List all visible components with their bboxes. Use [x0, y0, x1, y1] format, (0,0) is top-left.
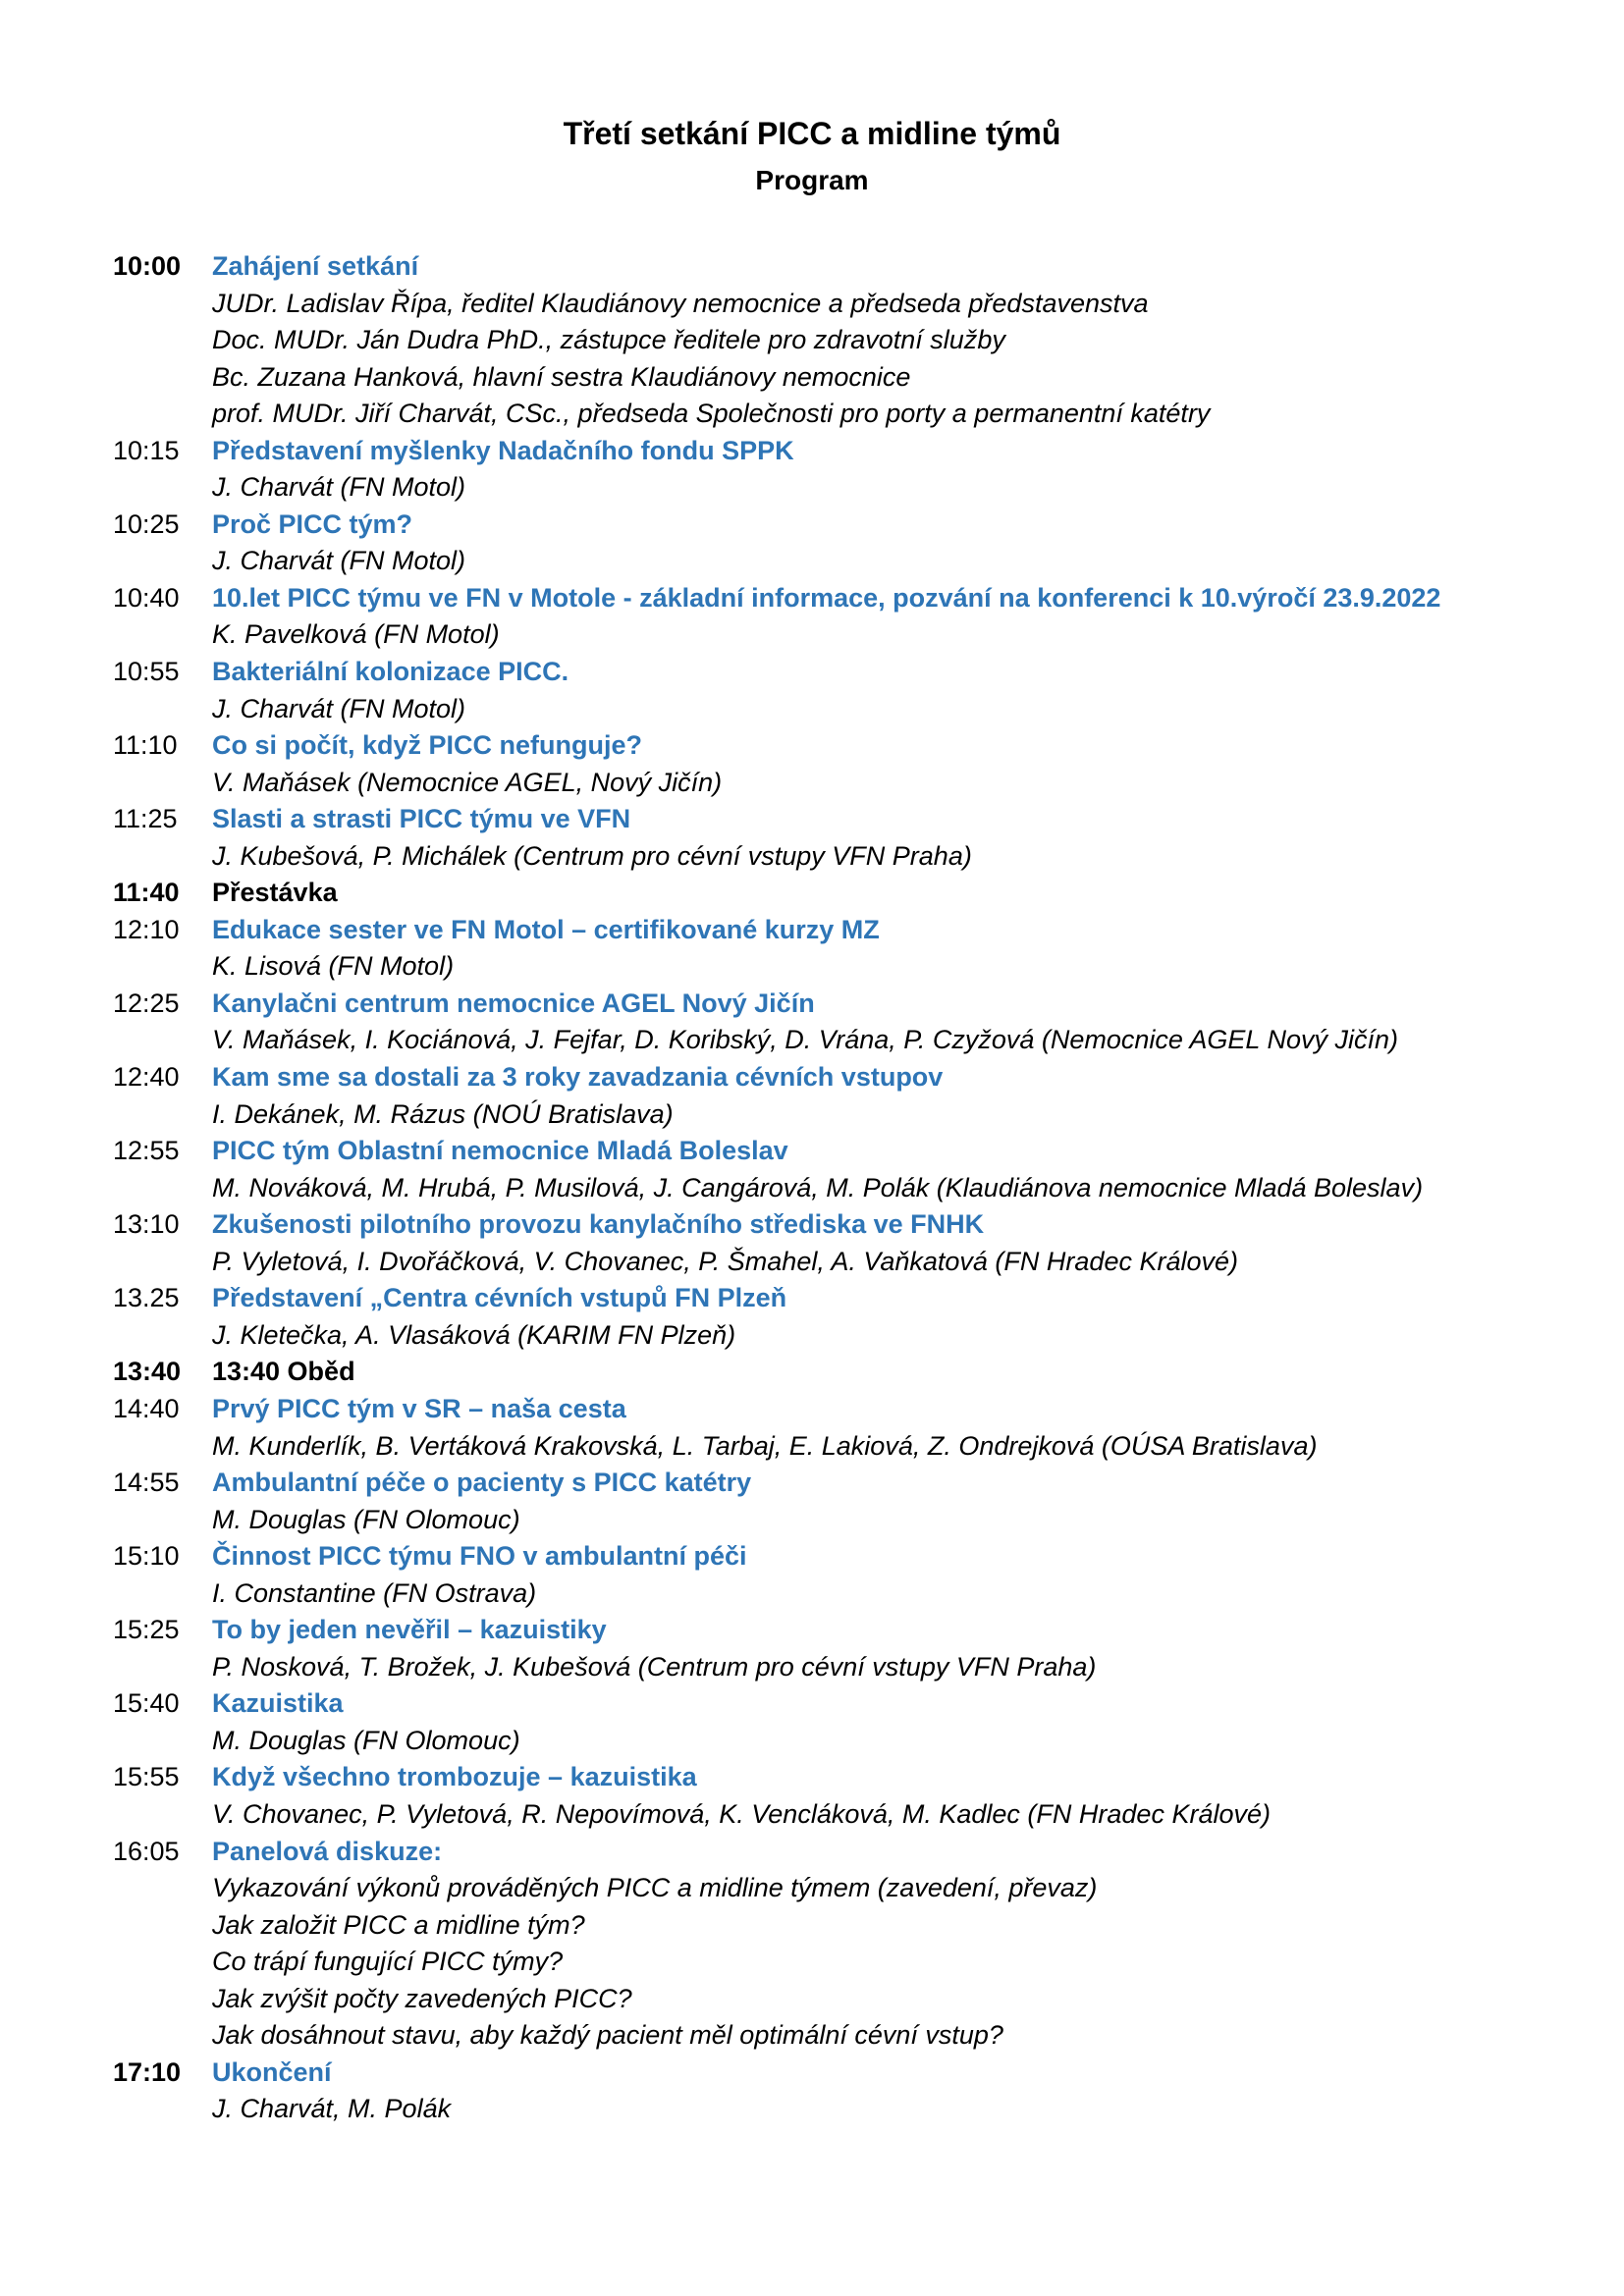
program-item-body [212, 1280, 1527, 1354]
program-item [113, 801, 1527, 875]
program-heading: To by jeden nevěřil – kazuistiky [212, 1615, 607, 1645]
program-item-body [212, 1685, 1527, 1759]
program-time: 11:10 [113, 730, 178, 761]
program-heading: Činnost PICC týmu FNO v ambulantní péči [212, 1541, 747, 1572]
program-item [113, 1391, 1527, 1465]
program-time: 17:10 [113, 2056, 182, 2087]
program-heading: Ukončení [212, 2056, 332, 2087]
program-item [113, 1133, 1527, 1206]
program-heading: 10.let PICC týmu ve FN v Motole - základní informace, pozvání na konferenci k 10.výročí 23.9.2022 [212, 582, 1441, 613]
program-speaker-line: Doc. MUDr. Ján Dudra PhD., zástupce ředitele pro zdravotní služby [212, 325, 1005, 355]
program-speaker-line: I. Dekánek, M. Rázus (NOÚ Bratislava) [212, 1098, 674, 1129]
program-item [113, 912, 1527, 986]
program-item [113, 1354, 1527, 1391]
program-speaker-line: prof. MUDr. Jiří Charvát, CSc., předseda Společnosti pro porty a permanentní katétry [212, 399, 1211, 429]
program-speaker-line: J. Charvát, M. Polák [212, 2094, 452, 2124]
program-time: 13:10 [113, 1209, 180, 1240]
program-heading: Ambulantní péče o pacienty s PICC katétry [212, 1468, 752, 1498]
program-time: 12:40 [113, 1062, 180, 1093]
program-item-body [212, 875, 1527, 912]
program-item-body [212, 1538, 1527, 1612]
program-time: 10:15 [113, 435, 180, 465]
program-time: 13:40 [113, 1357, 182, 1387]
program-speaker-line: M. Douglas (FN Olomouc) [212, 1504, 520, 1534]
program-item [113, 507, 1527, 580]
program-item-body [212, 1354, 1527, 1391]
program-item [113, 875, 1527, 912]
program-speaker-line: Vykazování výkonů prováděných PICC a midline týmem (zavedení, převaz) [212, 1873, 1098, 1903]
program-speaker-line: J. Charvát (FN Motol) [212, 472, 466, 503]
program-heading: Kanylačni centrum nemocnice AGEL Nový Jičín [212, 988, 815, 1018]
program-heading: Prvý PICC tým v SR – naša cesta [212, 1393, 626, 1423]
program-heading: Bakteriální kolonizace PICC. [212, 657, 569, 687]
program-time: 15:10 [113, 1541, 180, 1572]
program-item-body [212, 1759, 1527, 1833]
program-heading: Když všechno trombozuje – kazuistika [212, 1762, 697, 1792]
program-item [113, 1059, 1527, 1133]
program-time: 12:10 [113, 914, 180, 944]
program-item-body [212, 1465, 1527, 1538]
program-item [113, 654, 1527, 727]
program-time: 12:55 [113, 1136, 180, 1166]
program-item [113, 1612, 1527, 1685]
program-time: 10:55 [113, 657, 180, 687]
page-title: Třetí setkání PICC a midline týmů [563, 116, 1061, 151]
program-item-body [212, 801, 1527, 875]
program-speaker-line: P. Nosková, T. Brožek, J. Kubešová (Centrum pro cévní vstupy VFN Praha) [212, 1651, 1097, 1682]
program-time: 11:40 [113, 878, 180, 908]
program-item-body [212, 912, 1527, 986]
program-list [113, 248, 1527, 2128]
program-time: 14:55 [113, 1468, 180, 1498]
program-item-body [212, 1391, 1527, 1465]
program-speaker-line: V. Maňásek (Nemocnice AGEL, Nový Jičín) [212, 767, 723, 797]
program-speaker-line: JUDr. Ladislav Řípa, ředitel Klaudiánovy nemocnice a předseda představenstva [212, 288, 1149, 318]
program-speaker-line: V. Maňásek, I. Kociánová, J. Fejfar, D. Koribský, D. Vrána, P. Czyžová (Nemocnice AGEL Nový Jičín) [212, 1025, 1398, 1055]
page-subtitle: Program [755, 165, 869, 195]
program-speaker-line: Bc. Zuzana Hanková, hlavní sestra Klaudiánovy nemocnice [212, 361, 911, 392]
program-item [113, 727, 1527, 801]
program-heading: Představení „Centra cévních vstupů FN Plzeň [212, 1283, 787, 1313]
program-speaker-line: Jak založit PICC a midline tým? [212, 1909, 585, 1940]
program-item-body [212, 248, 1527, 433]
program-item [113, 1538, 1527, 1612]
program-item-body [212, 1834, 1527, 2055]
program-speaker-line: M. Douglas (FN Olomouc) [212, 1725, 520, 1755]
program-speaker-line: J. Kletečka, A. Vlasáková (KARIM FN Plzeň) [212, 1319, 736, 1350]
program-time: 15:55 [113, 1762, 180, 1792]
program-item-body [212, 986, 1527, 1059]
program-speaker-line: Jak dosáhnout stavu, aby každý pacient měl optimální cévní vstup? [212, 2020, 1003, 2051]
program-heading: Edukace sester ve FN Motol – certifikované kurzy MZ [212, 914, 880, 944]
program-time: 15:40 [113, 1688, 180, 1719]
program-speaker-line: M. Kunderlík, B. Vertáková Krakovská, L. Tarbaj, E. Lakiová, Z. Ondrejková (OÚSA Bratislava) [212, 1430, 1318, 1461]
program-time: 12:25 [113, 988, 180, 1018]
program-item-body [212, 433, 1527, 507]
program-item-body [212, 1133, 1527, 1206]
program-heading: Co si počít, když PICC nefunguje? [212, 730, 643, 761]
program-item [113, 433, 1527, 507]
program-heading: Kazuistika [212, 1688, 344, 1719]
program-speaker-line: V. Chovanec, P. Vyletová, R. Nepovímová, K. Vencláková, M. Kadlec (FN Hradec Králové) [212, 1798, 1271, 1829]
program-item-body [212, 1612, 1527, 1685]
program-heading: Proč PICC tým? [212, 508, 413, 539]
program-time: 10:40 [113, 582, 180, 613]
program-item [113, 986, 1527, 1059]
program-speaker-line: J. Charvát (FN Motol) [212, 693, 466, 723]
program-speaker-line: Jak zvýšit počty zavedených PICC? [212, 1983, 632, 2013]
program-item [113, 1280, 1527, 1354]
program-heading: Přestávka [212, 878, 338, 908]
program-speaker-line: K. Pavelková (FN Motol) [212, 619, 500, 650]
program-heading: 13:40 Oběd [212, 1357, 355, 1387]
program-time: 16:05 [113, 1836, 180, 1866]
program-item-body [212, 1059, 1527, 1133]
program-speaker-line: M. Nováková, M. Hrubá, P. Musilová, J. Cangárová, M. Polák (Klaudiánova nemocnice Mladá Boleslav) [212, 1172, 1424, 1202]
program-time: 14:40 [113, 1393, 180, 1423]
program-speaker-line: K. Lisová (FN Motol) [212, 951, 455, 982]
program-item-body [212, 2055, 1527, 2128]
program-heading: Představení myšlenky Nadačního fondu SPPK [212, 435, 794, 465]
program-heading: Kam sme sa dostali za 3 roky zavadzania cévních vstupov [212, 1062, 944, 1093]
program-item-body [212, 507, 1527, 580]
program-speaker-line: J. Kubešová, P. Michálek (Centrum pro cévní vstupy VFN Praha) [212, 840, 972, 871]
program-item [113, 1834, 1527, 2055]
program-item [113, 2055, 1527, 2128]
program-speaker-line: P. Vyletová, I. Dvořáčková, V. Chovanec, P. Šmahel, A. Vaňkatová (FN Hradec Králové) [212, 1246, 1238, 1276]
program-heading: Slasti a strasti PICC týmu ve VFN [212, 804, 631, 834]
program-speaker-line: Co trápí fungující PICC týmy? [212, 1947, 564, 1977]
program-time: 13.25 [113, 1283, 180, 1313]
program-time: 10:25 [113, 508, 180, 539]
program-item-body [212, 580, 1527, 654]
program-item-body [212, 727, 1527, 801]
program-item [113, 1685, 1527, 1759]
program-time: 15:25 [113, 1615, 180, 1645]
program-heading: Zahájení setkání [212, 251, 419, 281]
program-heading: Zkušenosti pilotního provozu kanylačního střediska ve FNHK [212, 1209, 985, 1240]
program-heading: PICC tým Oblastní nemocnice Mladá Boleslav [212, 1136, 788, 1166]
program-speaker-line: I. Constantine (FN Ostrava) [212, 1577, 537, 1608]
program-item [113, 580, 1527, 654]
program-item [113, 1465, 1527, 1538]
program-item [113, 248, 1527, 433]
program-item-body [212, 654, 1527, 727]
program-item [113, 1759, 1527, 1833]
program-time: 10:00 [113, 251, 182, 281]
program-item [113, 1206, 1527, 1280]
program-time: 11:25 [113, 804, 178, 834]
program-speaker-line: J. Charvát (FN Motol) [212, 546, 466, 576]
program-item-body [212, 1206, 1527, 1280]
program-heading: Panelová diskuze: [212, 1836, 443, 1866]
